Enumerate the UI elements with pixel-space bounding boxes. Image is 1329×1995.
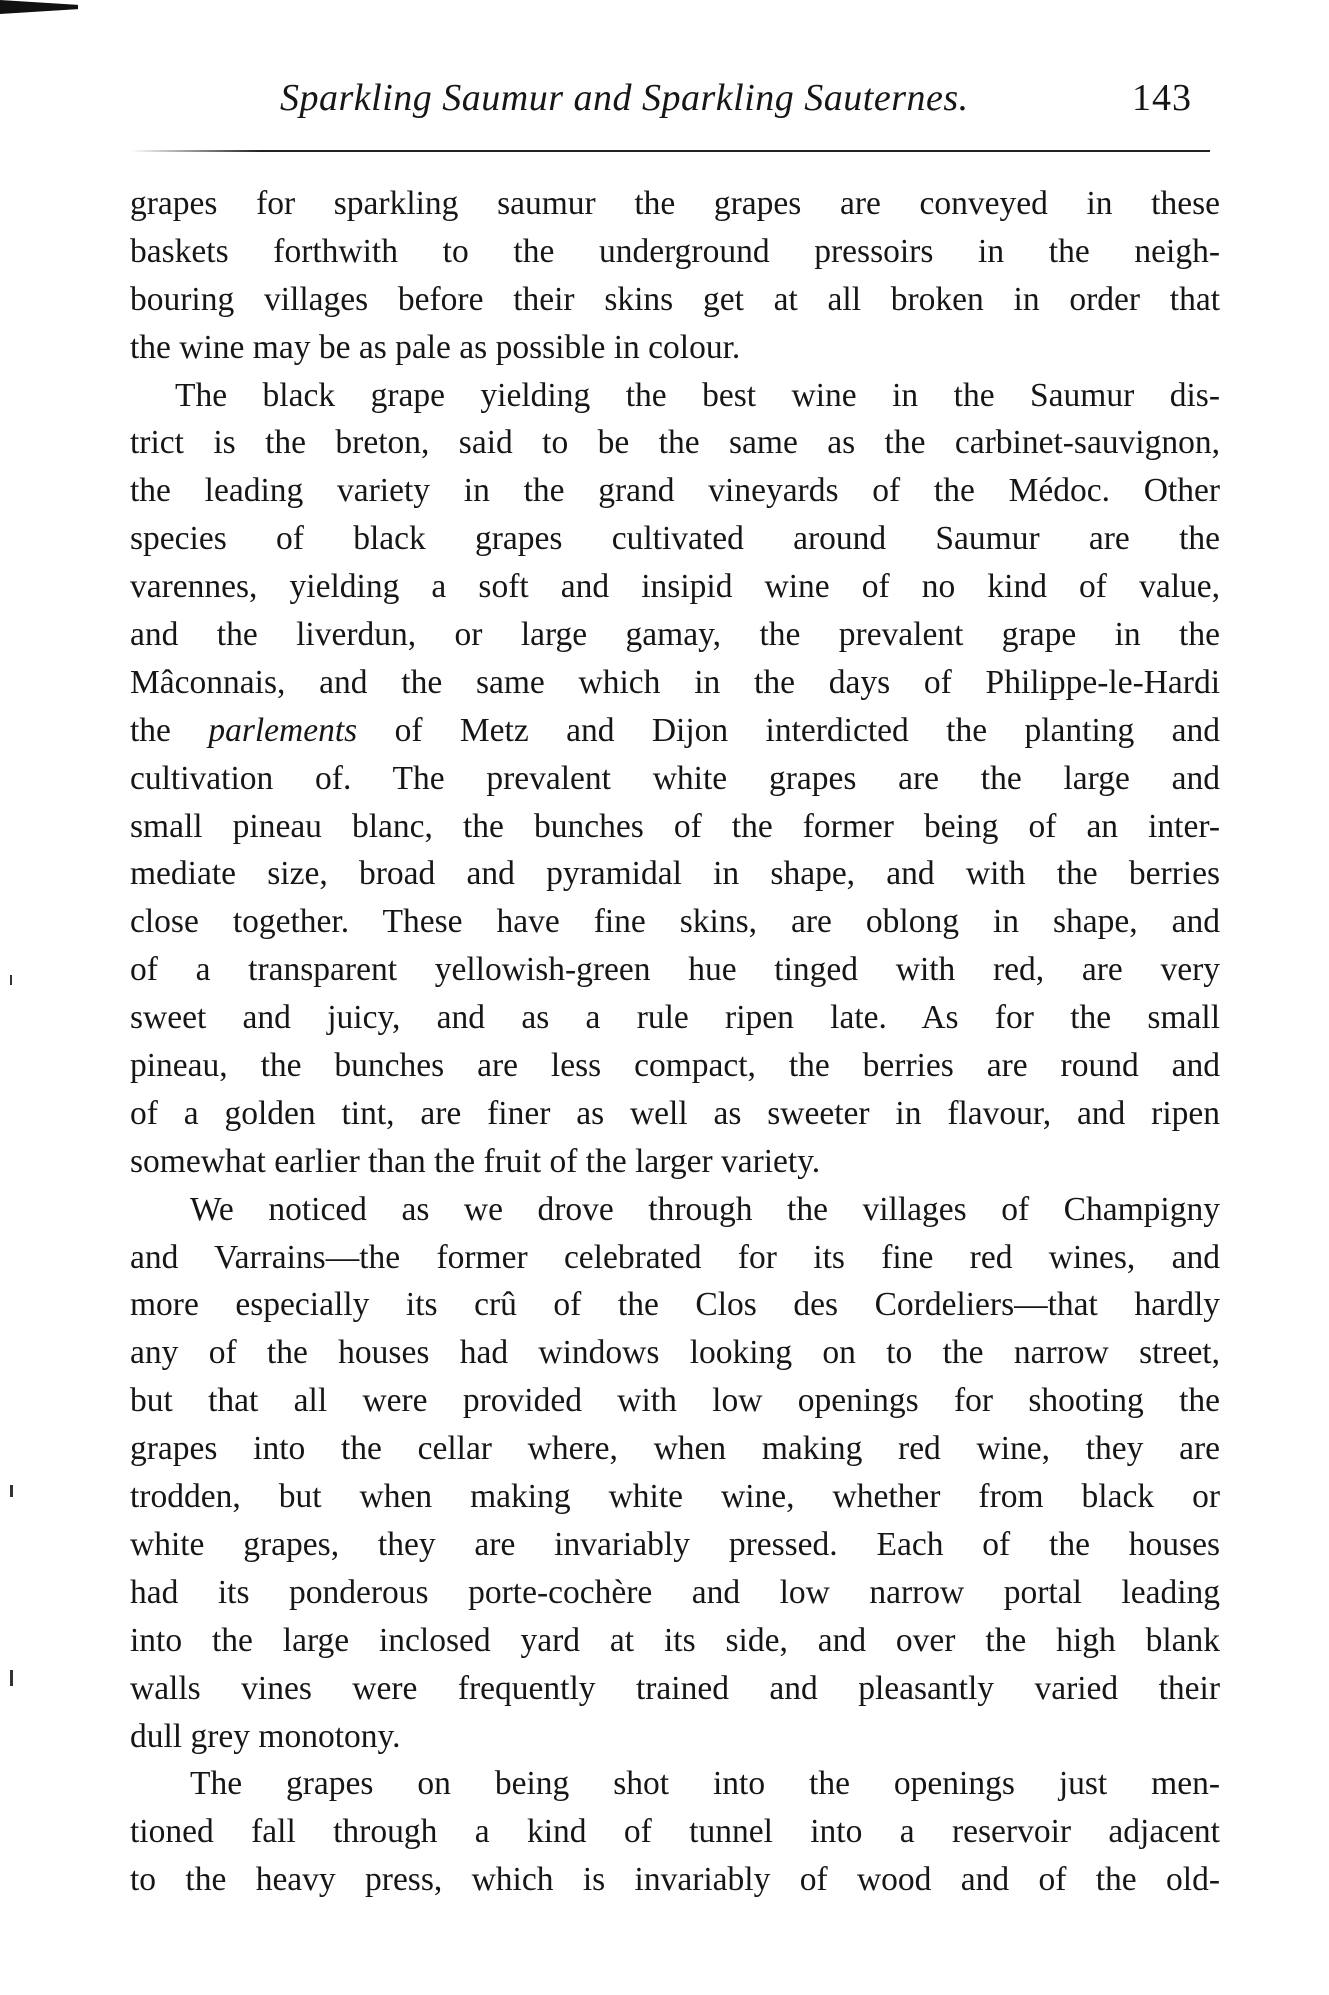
text-line: Mâconnais, and the same which in the days of Philippe-le-Hardi	[130, 663, 1220, 701]
italic-word: parlements	[208, 711, 358, 749]
text-line: but that all were provided with low openings for shooting the	[130, 1382, 1220, 1420]
text-line: dull grey monotony.	[130, 1717, 401, 1755]
text-line: small pineau blanc, the bunches of the former being of an inter-	[130, 807, 1220, 845]
text-line: close together. These have fine skins, are oblong in shape, and	[130, 903, 1220, 941]
text-line: grapes for sparkling saumur the grapes are conveyed in these	[130, 185, 1220, 222]
text-line: tioned fall through a kind of tunnel into a reservoir adjacent	[130, 1813, 1220, 1851]
text-line: walls vines were frequently trained and pleasantly varied their	[130, 1669, 1220, 1707]
text-line: had its ponderous porte-cochère and low narrow portal leading	[130, 1573, 1220, 1611]
text-line: more especially its crû of the Clos des Cordeliers—that hardly	[130, 1286, 1220, 1324]
text-line: and the liverdun, or large gamay, the prevalent grape in the	[130, 616, 1220, 654]
text-line: any of the houses had windows looking on to the narrow street,	[130, 1334, 1220, 1372]
margin-mark	[10, 975, 12, 985]
text-line: of a golden tint, are finer as well as sweeter in flavour, and ripen	[130, 1094, 1220, 1132]
text-line: mediate size, broad and pyramidal in shape, and with the berries	[130, 855, 1220, 893]
text-line: The grapes on being shot into the openings just men-	[190, 1765, 1220, 1803]
text-line: varennes, yielding a soft and insipid wine of no kind of value,	[130, 568, 1220, 606]
text-line: baskets forthwith to the underground pressoirs in the neigh-	[130, 232, 1220, 270]
text-line: sweet and juicy, and as a rule ripen late. As for the small	[130, 999, 1220, 1037]
text-line: trodden, but when making white wine, whether from black or	[130, 1478, 1220, 1516]
running-head: Sparkling Saumur and Sparkling Sauternes.	[280, 77, 969, 119]
text-line: pineau, the bunches are less compact, the berries are round and	[130, 1047, 1220, 1085]
text-line: cultivation of. The prevalent white grapes are the large and	[130, 759, 1220, 797]
text-line: the wine may be as pale as possible in colour.	[130, 328, 741, 366]
page-number: 143	[1132, 77, 1192, 119]
text-line: of a transparent yellowish-green hue tinged with red, are very	[130, 951, 1220, 989]
text-line: bouring villages before their skins get at all broken in order that	[130, 280, 1220, 318]
text-line: white grapes, they are invariably pressed. Each of the houses	[130, 1525, 1220, 1563]
text-line: The black grape yielding the best wine in the Saumur dis-	[175, 376, 1220, 414]
corner-scan-mark	[0, 0, 78, 14]
header-rule	[130, 150, 1210, 152]
line-rest: of Metz and Dijon interdicted the planting and	[394, 711, 1220, 749]
body-text	[130, 180, 1220, 1904]
text-line: grapes into the cellar where, when making red wine, they are	[130, 1430, 1220, 1468]
line-prefix: the	[130, 711, 171, 749]
text-line: to the heavy press, which is invariably of wood and of the old-	[130, 1861, 1220, 1899]
margin-mark	[10, 1670, 13, 1686]
text-line: species of black grapes cultivated around Saumur are the	[130, 520, 1220, 558]
text-line: We noticed as we drove through the villages of Champigny	[190, 1190, 1220, 1228]
text-line: the leading variety in the grand vineyards of the Médoc. Other	[130, 472, 1220, 510]
text-line-with-italic	[130, 707, 1220, 755]
margin-mark	[10, 1485, 13, 1497]
text-line: and Varrains—the former celebrated for its fine red wines, and	[130, 1238, 1220, 1276]
text-line: somewhat earlier than the fruit of the larger variety.	[130, 1142, 821, 1180]
text-line: trict is the breton, said to be the same as the carbinet-sauvignon,	[130, 424, 1220, 462]
page-header	[130, 70, 1210, 130]
text-line: into the large inclosed yard at its side, and over the high blank	[130, 1621, 1220, 1659]
